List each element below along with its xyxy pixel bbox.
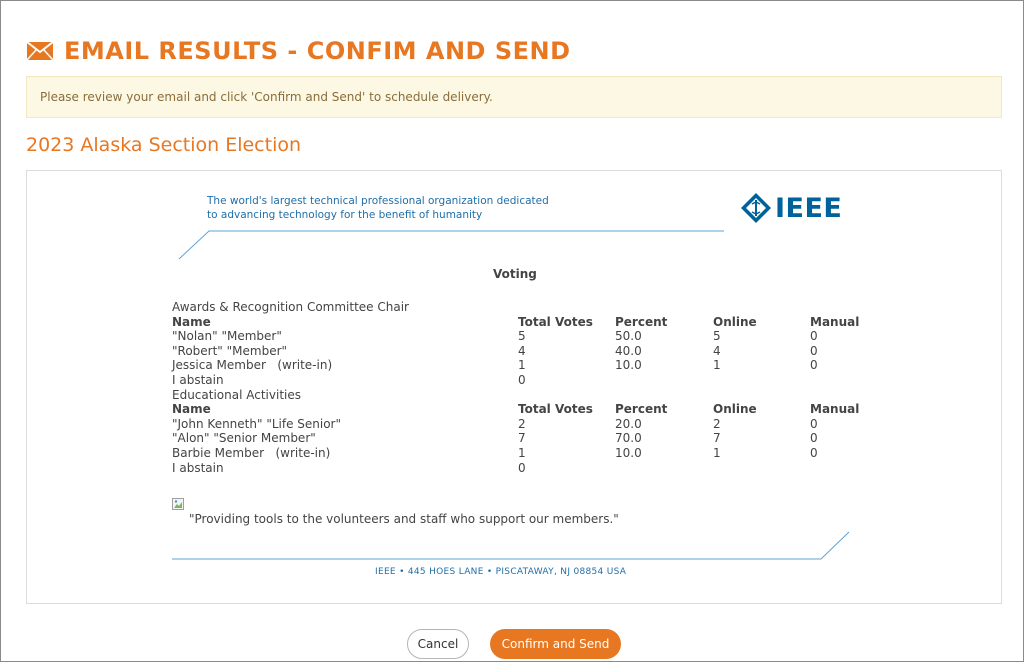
- manual-votes: 0: [810, 358, 818, 373]
- voting-heading: Voting: [493, 267, 537, 281]
- online-votes: 7: [713, 431, 721, 446]
- col-name-header: Name: [172, 402, 211, 417]
- total-votes: 7: [518, 431, 526, 446]
- table-row: [172, 417, 872, 432]
- results-table: [172, 300, 872, 475]
- candidate-name: I abstain: [172, 372, 224, 387]
- table-header-row: [172, 315, 872, 330]
- broken-image-icon: [172, 498, 184, 510]
- online-votes: 2: [713, 416, 721, 431]
- ieee-address: IEEE • 445 HOES LANE • PISCATAWAY, NJ 08854 USA: [375, 567, 627, 577]
- total-votes: 1: [518, 358, 526, 373]
- envelope-icon: [26, 41, 54, 61]
- col-total-votes-header: Total Votes: [518, 402, 593, 417]
- table-row: [172, 373, 872, 388]
- col-online-header: Online: [713, 402, 757, 417]
- table-row: [172, 461, 872, 476]
- cancel-button[interactable]: Cancel: [407, 629, 469, 659]
- tagline-line-1: The world's largest technical professional organization dedicated: [207, 195, 549, 207]
- online-votes: [713, 461, 810, 476]
- percent: 10.0: [615, 358, 642, 373]
- ieee-tagline: [207, 194, 567, 222]
- section-title: Educational Activities: [172, 387, 301, 402]
- review-notice: [26, 76, 1002, 118]
- ieee-logo-text: IEEE: [775, 192, 843, 224]
- candidate-name: "Nolan" "Member": [172, 329, 282, 344]
- table-row: [172, 431, 872, 446]
- total-votes: 2: [518, 416, 526, 431]
- table-header-row: [172, 402, 872, 417]
- candidate-name: "John Kenneth" "Life Senior": [172, 416, 342, 431]
- total-votes: 0: [518, 372, 526, 387]
- col-manual-header: Manual: [810, 402, 860, 417]
- col-percent-header: Percent: [615, 402, 668, 417]
- candidate-name: Jessica Member (write-in): [172, 358, 333, 373]
- email-preview: [26, 170, 1002, 604]
- online-votes: 4: [713, 343, 721, 358]
- online-votes: [713, 373, 810, 388]
- col-total-votes-header: Total Votes: [518, 314, 593, 329]
- table-row: [172, 344, 872, 359]
- percent: 20.0: [615, 416, 642, 431]
- candidate-name: "Alon" "Senior Member": [172, 431, 316, 446]
- percent: 40.0: [615, 343, 642, 358]
- percent: [615, 461, 713, 476]
- footer-line: [172, 529, 852, 563]
- col-percent-header: Percent: [615, 314, 668, 329]
- confirm-and-send-button[interactable]: Confirm and Send: [490, 629, 621, 659]
- candidate-name: Barbie Member (write-in): [172, 445, 331, 460]
- candidate-name: "Robert" "Member": [172, 343, 288, 358]
- manual-votes: 0: [810, 416, 818, 431]
- manual-votes: 0: [810, 343, 818, 358]
- online-votes: 1: [713, 358, 721, 373]
- total-votes: 4: [518, 343, 526, 358]
- candidate-name: I abstain: [172, 460, 224, 475]
- manual-votes: [810, 373, 870, 388]
- table-row: [172, 329, 872, 344]
- total-votes: 1: [518, 445, 526, 460]
- manual-votes: 0: [810, 445, 818, 460]
- manual-votes: 0: [810, 431, 818, 446]
- percent: [615, 373, 713, 388]
- percent: 70.0: [615, 431, 642, 446]
- footer-quote: "Providing tools to the volunteers and staff who support our members.": [189, 512, 619, 526]
- table-row: [172, 446, 872, 461]
- ieee-diamond-icon: [740, 192, 772, 224]
- col-name-header: Name: [172, 314, 211, 329]
- page-title: EMAIL RESULTS - CONFIM AND SEND: [64, 37, 571, 65]
- section-title: Awards & Recognition Committee Chair: [172, 300, 409, 314]
- review-notice-text: Please review your email and click 'Confirm and Send' to schedule delivery.: [40, 90, 493, 104]
- online-votes: 5: [713, 329, 721, 344]
- page-header: [26, 35, 571, 67]
- election-title: 2023 Alaska Section Election: [26, 134, 302, 156]
- total-votes: 0: [518, 460, 526, 475]
- online-votes: 1: [713, 445, 721, 460]
- manual-votes: 0: [810, 329, 818, 344]
- percent: 10.0: [615, 445, 642, 460]
- ieee-logo: [740, 192, 842, 224]
- col-manual-header: Manual: [810, 314, 860, 329]
- total-votes: 5: [518, 329, 526, 344]
- table-row: [172, 358, 872, 373]
- manual-votes: [810, 461, 870, 476]
- percent: 50.0: [615, 329, 642, 344]
- tagline-line-2: to advancing technology for the benefit of humanity: [207, 209, 483, 221]
- col-online-header: Online: [713, 314, 757, 329]
